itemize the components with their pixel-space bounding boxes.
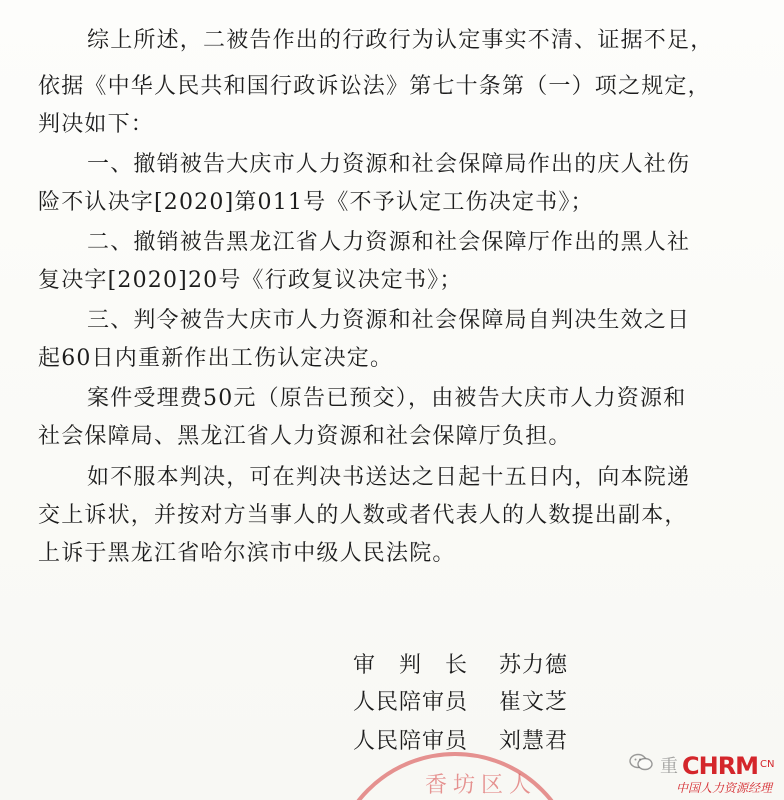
paragraph-conclusion-line-1: 综上所述，二被告作出的行政行为认定事实不清、证据不足，	[87, 28, 714, 53]
court-seal-text: 香坊区人	[425, 773, 538, 798]
signature-name: 崔文芝	[499, 690, 569, 715]
watermark-brand-suffix: CN	[760, 759, 775, 770]
signature-name: 苏力德	[499, 653, 569, 678]
appeal-line-3: 上诉于黑龙江省哈尔滨市中级人民法院。	[38, 541, 456, 566]
watermark-subtitle: 中国人力资源经理	[676, 781, 773, 795]
signature-title: 人民陪审员	[353, 729, 469, 754]
case-fee-line-2: 社会保障局、黑龙江省人力资源和社会保障厅负担。	[38, 424, 572, 449]
watermark-brand-logo: CHRM	[682, 752, 759, 780]
signature-name: 刘慧君	[499, 729, 569, 754]
watermark-text-fragment: 重	[660, 756, 678, 777]
judgment-item-3-line-2: 起60日内重新作出工伤认定决定。	[38, 346, 394, 371]
judgment-item-2-line-2: 复决字[2020]20号《行政复议决定书》；	[38, 268, 463, 293]
judgment-item-3-line-1: 三、判令被告大庆市人力资源和社会保障局自判决生效之日	[87, 308, 691, 333]
judgment-item-1-line-1: 一、撤销被告大庆市人力资源和社会保障局作出的庆人社伤	[87, 152, 691, 177]
judgment-item-1-line-2: 险不认决字[2020]第011号《不予认定工伤决定书》；	[38, 190, 594, 215]
wechat-icon	[628, 753, 654, 771]
case-fee-line-1: 案件受理费50元（原告已预交），由被告大庆市人力资源和	[87, 386, 687, 411]
signature-title: 审 判 长	[353, 653, 469, 678]
signature-title: 人民陪审员	[353, 690, 469, 715]
appeal-line-2: 交上诉状，并按对方当事人的人数或者代表人的人数提出副本，	[38, 503, 688, 528]
paragraph-conclusion-line-3: 判决如下：	[38, 112, 155, 137]
paragraph-conclusion-line-2: 依据《中华人民共和国行政诉讼法》第七十条第（一）项之规定，	[38, 74, 711, 99]
judgment-item-2-line-1: 二、撤销被告黑龙江省人力资源和社会保障厅作出的黑人社	[87, 230, 691, 255]
appeal-line-1: 如不服本判决，可在判决书送达之日起十五日内，向本院递	[87, 465, 691, 490]
